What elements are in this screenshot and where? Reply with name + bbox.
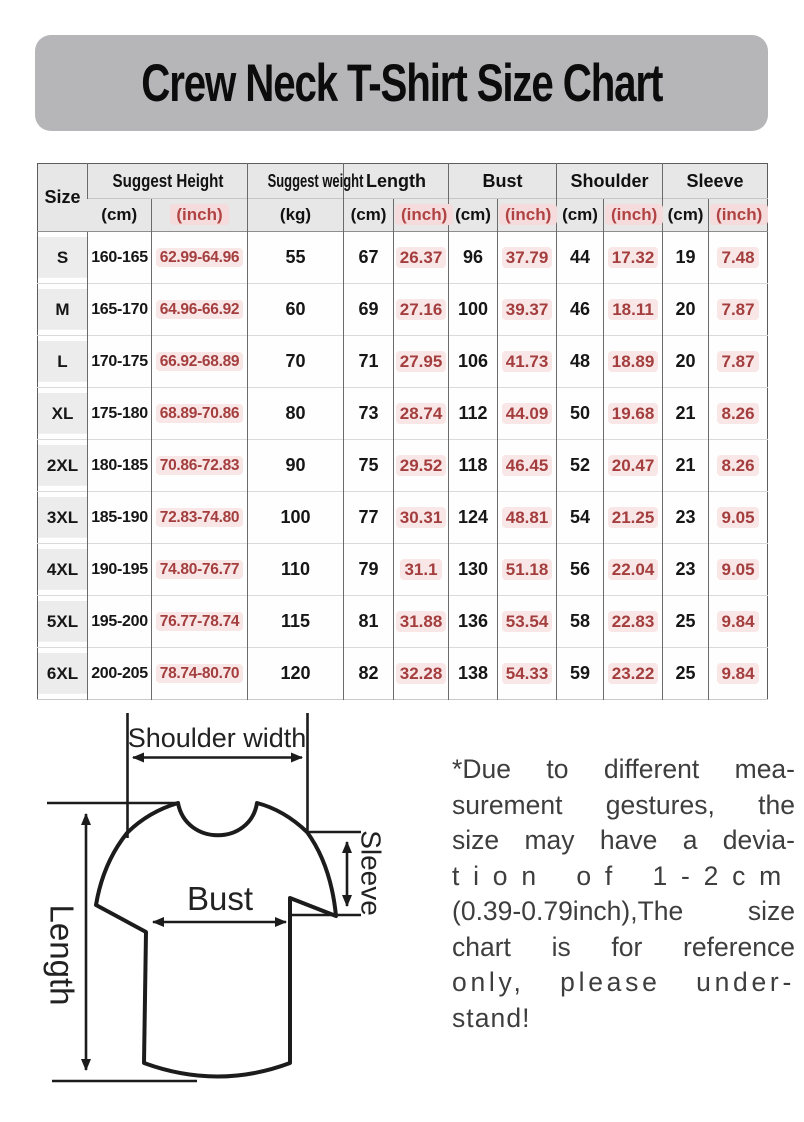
cell-bust_cm: 118	[449, 440, 498, 492]
cell-height_inch: 68.89-70.86	[152, 388, 248, 440]
header-unit-row	[38, 199, 768, 232]
table-row	[38, 596, 768, 648]
cell-length_cm: 71	[344, 336, 394, 388]
cell-length_inch: 29.52	[394, 440, 449, 492]
subheader-sleeve-cm: (cm)	[663, 199, 709, 232]
cell-weight_kg: 80	[248, 388, 344, 440]
table-row	[38, 284, 768, 336]
cell-size: L	[38, 336, 88, 388]
subheader-shoulder-inch: (inch)	[604, 199, 663, 232]
subheader-weight-kg: (kg)	[248, 199, 344, 232]
subheader-length-cm: (cm)	[344, 199, 394, 232]
cell-sleeve_inch: 9.84	[709, 596, 768, 648]
note-line: (0.39-0.79inch),The size	[452, 896, 795, 926]
cell-bust_cm: 136	[449, 596, 498, 648]
note-line: chart is for reference	[452, 931, 795, 962]
table-header	[38, 164, 768, 232]
cell-shoulder_cm: 48	[557, 336, 604, 388]
cell-sleeve_cm: 25	[663, 596, 709, 648]
cell-shoulder_inch: 22.83	[604, 596, 663, 648]
cell-height_cm: 175-180	[88, 388, 152, 440]
cell-length_inch: 31.88	[394, 596, 449, 648]
cell-length_inch: 28.74	[394, 388, 449, 440]
cell-sleeve_inch: 9.84	[709, 648, 768, 700]
subheader-height-cm: (cm)	[88, 199, 152, 232]
cell-height_cm: 180-185	[88, 440, 152, 492]
cell-height_cm: 200-205	[88, 648, 152, 700]
cell-bust_inch: 51.18	[498, 544, 557, 596]
cell-size: 2XL	[38, 440, 88, 492]
cell-weight_kg: 60	[248, 284, 344, 336]
cell-bust_cm: 106	[449, 336, 498, 388]
cell-sleeve_inch: 9.05	[709, 544, 768, 596]
tshirt-diagram	[0, 700, 440, 1122]
column-header-bust: Bust	[449, 164, 557, 199]
cell-size: 5XL	[38, 596, 88, 648]
cell-sleeve_cm: 25	[663, 648, 709, 700]
cell-length_cm: 69	[344, 284, 394, 336]
cell-size: 3XL	[38, 492, 88, 544]
cell-sleeve_cm: 19	[663, 232, 709, 284]
note-line: stand!	[452, 1002, 531, 1033]
cell-bust_cm: 124	[449, 492, 498, 544]
title-banner	[35, 35, 768, 131]
cell-sleeve_cm: 23	[663, 492, 709, 544]
cell-bust_inch: 39.37	[498, 284, 557, 336]
table-row	[38, 648, 768, 700]
cell-shoulder_cm: 58	[557, 596, 604, 648]
cell-weight_kg: 110	[248, 544, 344, 596]
cell-bust_inch: 37.79	[498, 232, 557, 284]
cell-height_inch: 62.99-64.96	[152, 232, 248, 284]
cell-height_inch: 64.96-66.92	[152, 284, 248, 336]
column-header-sleeve: Sleeve	[663, 164, 768, 199]
cell-size: 4XL	[38, 544, 88, 596]
cell-sleeve_inch: 8.26	[709, 440, 768, 492]
cell-shoulder_cm: 50	[557, 388, 604, 440]
cell-height_cm: 185-190	[88, 492, 152, 544]
cell-weight_kg: 120	[248, 648, 344, 700]
cell-bust_inch: 53.54	[498, 596, 557, 648]
cell-weight_kg: 100	[248, 492, 344, 544]
cell-height_cm: 195-200	[88, 596, 152, 648]
cell-sleeve_cm: 23	[663, 544, 709, 596]
cell-height_inch: 76.77-78.74	[152, 596, 248, 648]
cell-shoulder_inch: 21.25	[604, 492, 663, 544]
length-label: Length	[43, 904, 81, 1006]
cell-height_inch: 70.86-72.83	[152, 440, 248, 492]
column-header-size: Size	[38, 164, 88, 232]
cell-length_cm: 82	[344, 648, 394, 700]
table-row	[38, 336, 768, 388]
column-header-suggest-height: Suggest Height	[88, 164, 248, 199]
cell-length_cm: 81	[344, 596, 394, 648]
cell-shoulder_cm: 59	[557, 648, 604, 700]
cell-size: M	[38, 284, 88, 336]
cell-size: XL	[38, 388, 88, 440]
cell-height_inch: 78.74-80.70	[152, 648, 248, 700]
cell-size: 6XL	[38, 648, 88, 700]
cell-weight_kg: 55	[248, 232, 344, 284]
cell-weight_kg: 70	[248, 336, 344, 388]
cell-height_cm: 190-195	[88, 544, 152, 596]
cell-bust_inch: 44.09	[498, 388, 557, 440]
cell-bust_cm: 100	[449, 284, 498, 336]
shoulder-width-label: Shoulder width	[127, 723, 307, 753]
note-line: only, please under-	[452, 967, 795, 997]
note-line: size may have a devia-	[452, 825, 795, 855]
tshirt-outline	[96, 803, 336, 1077]
cell-length_cm: 73	[344, 388, 394, 440]
sleeve-label: Sleeve	[355, 830, 387, 916]
cell-length_cm: 77	[344, 492, 394, 544]
note-text	[452, 752, 795, 1036]
table-row	[38, 544, 768, 596]
cell-sleeve_inch: 7.48	[709, 232, 768, 284]
cell-bust_inch: 54.33	[498, 648, 557, 700]
cell-shoulder_cm: 46	[557, 284, 604, 336]
subheader-bust-inch: (inch)	[498, 199, 557, 232]
cell-sleeve_inch: 7.87	[709, 284, 768, 336]
cell-weight_kg: 115	[248, 596, 344, 648]
size-table-body	[38, 232, 768, 700]
note-line: *Due to different mea-	[452, 754, 795, 784]
cell-bust_inch: 46.45	[498, 440, 557, 492]
note-line: surement gestures, the	[452, 789, 795, 820]
cell-length_cm: 67	[344, 232, 394, 284]
cell-sleeve_inch: 7.87	[709, 336, 768, 388]
cell-shoulder_cm: 56	[557, 544, 604, 596]
cell-bust_cm: 96	[449, 232, 498, 284]
cell-shoulder_inch: 20.47	[604, 440, 663, 492]
table-row	[38, 492, 768, 544]
cell-sleeve_cm: 21	[663, 440, 709, 492]
column-header-length: Length	[344, 164, 449, 199]
cell-height_cm: 170-175	[88, 336, 152, 388]
cell-length_inch: 26.37	[394, 232, 449, 284]
cell-bust_inch: 41.73	[498, 336, 557, 388]
subheader-shoulder-cm: (cm)	[557, 199, 604, 232]
cell-sleeve_cm: 20	[663, 284, 709, 336]
cell-length_inch: 27.16	[394, 284, 449, 336]
cell-height_cm: 160-165	[88, 232, 152, 284]
cell-shoulder_inch: 18.89	[604, 336, 663, 388]
cell-sleeve_cm: 21	[663, 388, 709, 440]
cell-length_inch: 31.1	[394, 544, 449, 596]
cell-shoulder_inch: 17.32	[604, 232, 663, 284]
page-title: Crew Neck T-Shirt Size Chart	[141, 53, 662, 113]
header-group-row	[38, 164, 768, 199]
note-line: tion of 1-2cm	[452, 860, 795, 891]
bust-label: Bust	[186, 880, 254, 917]
cell-shoulder_inch: 18.11	[604, 284, 663, 336]
cell-size: S	[38, 232, 88, 284]
cell-height_inch: 74.80-76.77	[152, 544, 248, 596]
size-table	[37, 163, 768, 700]
cell-length_inch: 27.95	[394, 336, 449, 388]
cell-length_cm: 79	[344, 544, 394, 596]
subheader-bust-cm: (cm)	[449, 199, 498, 232]
subheader-sleeve-inch: (inch)	[709, 199, 768, 232]
table-row	[38, 388, 768, 440]
column-header-shoulder: Shoulder	[557, 164, 663, 199]
cell-shoulder_inch: 23.22	[604, 648, 663, 700]
table-row	[38, 440, 768, 492]
cell-sleeve_inch: 9.05	[709, 492, 768, 544]
cell-bust_cm: 138	[449, 648, 498, 700]
cell-bust_cm: 130	[449, 544, 498, 596]
cell-sleeve_inch: 8.26	[709, 388, 768, 440]
subheader-length-inch: (inch)	[394, 199, 449, 232]
cell-height_cm: 165-170	[88, 284, 152, 336]
cell-shoulder_cm: 54	[557, 492, 604, 544]
cell-shoulder_inch: 22.04	[604, 544, 663, 596]
cell-height_inch: 72.83-74.80	[152, 492, 248, 544]
cell-shoulder_inch: 19.68	[604, 388, 663, 440]
cell-sleeve_cm: 20	[663, 336, 709, 388]
cell-shoulder_cm: 52	[557, 440, 604, 492]
cell-weight_kg: 90	[248, 440, 344, 492]
cell-bust_cm: 112	[449, 388, 498, 440]
cell-height_inch: 66.92-68.89	[152, 336, 248, 388]
cell-length_inch: 32.28	[394, 648, 449, 700]
cell-bust_inch: 48.81	[498, 492, 557, 544]
cell-length_cm: 75	[344, 440, 394, 492]
table-row	[38, 232, 768, 284]
column-header-suggest-weight: Suggest weight	[248, 164, 344, 199]
subheader-height-inch: (inch)	[152, 199, 248, 232]
cell-length_inch: 30.31	[394, 492, 449, 544]
cell-shoulder_cm: 44	[557, 232, 604, 284]
